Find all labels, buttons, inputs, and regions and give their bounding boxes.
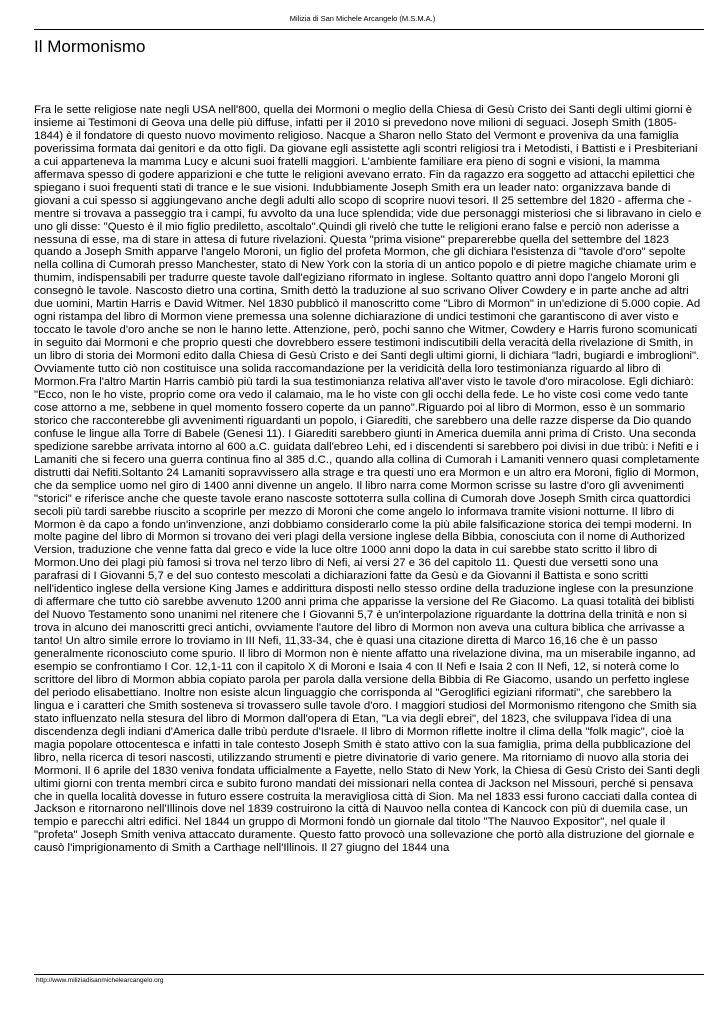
page-title: Il Mormonismo <box>34 37 146 56</box>
page-header: Milizia di San Michele Arcangelo (M.S.M.A.) <box>289 14 436 23</box>
body-text: Fra le sette religiose nate negli USA nell'800, quella dei Mormoni o meglio della Chiesa di Gesù Cristo dei Santi degli ultimi giorni è insieme ai Testimoni di Geova una delle più diffuse, infatti per il 2010 si prevedono nove milioni di seguaci. Joseph Smith (1805-1844) è il fondatore di questo nuovo movimento religioso. Nacque a Sharon nello Stato del Vermont e proveniva da una famiglia poverissima formata dai genitori e da otto figli. Da giovane egli assistette agli scontri religiosi tra i Metodisti, i Battisti e i Presbiteriani a cui apparteneva la mamma Lucy e alcuni suoi fratelli maggiori. L'ambiente familiare era pieno di sogni e visioni, la mamma affermava spesso di godere apparizioni e che tutte le religioni avevano errato. Fin da ragazzo era soggetto ad attacchi epilettici che spiegano i suoi frequenti stati di trance e le sue visioni. Indubbiamente Joseph Smith era un leader nato: organizzava bande di giovani a cui spesso si aggiungevano anche degli adulti allo scopo di scoprire nuovi tesori. Il 25 settembre del 1820 - afferma che - mentre si trovava a passeggio tra i campi, fu avvolto da una luce splendida; vide due personaggi misteriosi che si libravano in cielo e uno gli disse: "Questo è il mio figlio prediletto, ascoltalo".Quindi gli rivelò che tutte le religioni erano false e perciò non aderisse a nessuna di esse, ma di stare in attesa di future rivelazioni. Questa "prima visione" preparerebbe quella del settembre del 1823 quando a Joseph Smith apparve l'angelo Moroni, un figlio del profeta Mormon, che gli dichiara l'esistenza di "tavole d'oro" sepolte nella collina di Cumorah presso Manchester, stato di New York con la storia di un antico popolo e di pietre magiche chiamate urim e thumim, indispensabili per tradurre queste tavole dall'egiziano riformato in inglese. Soltanto quattro anni dopo l'angelo Moroni gli consegnò le tavole. Nascosto dietro una cortina, Smith dettò la traduzione al suo scrivano Oliver Cowdery e in parte anche ad altri due uomini, Martin Harris e David Witmer. Nel 1830 pubblicò il manoscritto come "Libro di Mormon" in un'edizione di 5.000 copie. Ad ogni ristampa del libro di Mormon viene premessa una solenne dichiarazione di undici testimoni che garantiscono di aver visto e toccato le tavole d'oro anche se non le hanno lette. Attenzione, però, pochi sanno che Witmer, Cowdery e Harris furono scomunicati in seguito dai Mormoni e che proprio questi che dovrebbero essere testimoni indiscutibili della veracità della rivelazione di Smith, in un libro di storia dei Mormoni edito dalla Chiesa di Gesù Cristo e dei Santi degli ultimi giorni, li dichiara "ladri, bugiardi e imbroglioni". Ovviamente tutto ciò non costituisce una solida raccomandazione per la veridicità della loro testimonianza riguardo al libro di Mormon.Fra l'altro Martin Harris cambiò più tardi la sua testimonianza relativa all'aver visto le tavole d'oro miracolose. Egli dichiarò: "Ecco, non le ho viste, proprio come ora vedo il calamaio, ma le ho viste con gli occhi della fede. Le ho viste così come vedo tante cose attorno a me, sebbene in quel momento fossero coperte da un panno".Riguardo poi al libro di Mormon, esso è un sommario storico che racconterebbe gli avvenimenti riguardanti un popolo, i Giarediti, che sarebbero una delle razze disperse da Dio quando confuse le lingue alla Torre di Babele (Genesi 11). I Giarediti sarebbero giunti in America duemila anni prima di Cristo. Una seconda spedizione sarebbe arrivata intorno al 600 a.C. guidata dall'ebreo Lehi, ed i discendenti si sarebbero poi divisi in due tribù: i Nefiti e i Lamaniti che si fecero una guerra continua fino al 385 d.C., quando alla collina di Cumorah i Lamaniti vennero quasi completamente distrutti dai Nefiti.Soltanto 24 Lamaniti sopravvissero alla strage e tra questi uno era Mormon e un altro era Moroni, figlio di Mormon, che da semplice uomo nel giro di 1400 anni divenne un angelo. Il libro narra come Mormon scrisse su lastre d'oro gli avvenimenti "storici" e riferisce anche che queste tavole erano nascoste sottoterra sulla collina di Cumorah dove Joseph Smith circa quattordici secoli più tardi sarebbe riuscito a scoprirle per mezzo di Moroni che come angelo lo informava tramite visioni notturne. Il libro di Mormon è da capo a fondo un'invenzione, anzi dobbiamo considerarlo come la più abile falsificazione storica dei tempi moderni. In molte pagine del libro di Mormon si trovano dei veri plagi della versione inglese della Bibbia, conosciuta con il nome di Authorized Version, traduzione che venne fatta dal greco e vide la luce oltre 1000 anni dopo la data in cui sarebbe stato scritto il libro di Mormon.Uno dei plagi più famosi si trova nel terzo libro di Nefi, ai versi 27 e 36 del capitolo 11. Questi due versetti sono una parafrasi di I Giovanni 5,7 e del suo contesto mescolati a dichiarazioni fatte da Gesù e da Giovanni il Battista e sono scritti nell'identico inglese della versione King James e addirittura disposti nello stesso ordine della traduzione inglese con la presunzione di affermare che tutto ciò sarebbe avvenuto 1200 anni prima che apparisse la versione del Re Giacomo. La quasi totalità dei biblisti del Nuovo Testamento sono unanimi nel ritenere che I Giovanni 5,7 è un'interpolazione riguardante la dottrina della trinità e non si trova in alcuno dei manoscritti greci antichi, ovviamente l'autore del libro di Mormon non aveva una cultura biblica che arrivasse a tanto! Un altro simile errore lo troviamo in III Nefi, 11,33-34, che è quasi una citazione diretta di Marco 16,16 che è un passo generalmente riconosciuto come spurio. Il libro di Mormon non è niente affatto una rivelazione divina, ma un miserabile inganno, ad esempio se confrontiamo I Cor. 12,1-11 con il capitolo X di Moroni e Isaia 4 con II Nefi e Isaia 2 con II Nefi, 12, si noterà come lo scrittore del libro di Mormon abbia copiato parola per parola dalla versione della Bibbia di Re Giacomo, usando un perfetto inglese del periodo elisabettiano. Inoltre non esiste alcun linguaggio che corrisponda al "Geroglifici egiziani riformati", che sarebbero la lingua e i caratteri che Smith sosteneva si trovassero sulle tavole d'oro. I maggiori studiosi del Mormonismo ritengono che Smith sia stato influenzato nella stesura del libro di Mormon dall'opera di Etan, "La via degli ebrei", del 1823, che sviluppava l'idea di una discendenza degli indiani d'America dalle tribù perdute d'Israele. Il libro di Mormon riflette inoltre il clima della "folk magic", cioè la magia popolare ottocentesca e infatti in tale contesto Joseph Smith è stato attivo con la sua famiglia, prima della pubblicazione del libro, nella ricerca di tesori nascosti, utilizzando strumenti e pietre divinatorie di vario genere. Ma ritorniamo di nuovo alla storia dei Mormoni. Il 6 aprile del 1830 veniva fondata ufficialmente a Fayette, nello Stato di New York, la Chiesa di Gesù Cristo dei Santi degli ultimi giorni con trenta membri circa e subito furono mandati dei missionari nella contea di Jackson nel Missouri, perché si pensava che in quella località dovesse in futuro essere costruita la meravigliosa città di Sion. Ma nel 1833 essi furono cacciati dalla contea di Jackson e ritornarono nell'Illinois dove nel 1839 costruirono la città di Nauvoo nella contea di Kancock con più di duemila case, un tempio e parecchi altri edifici. Nel 1844 un gruppo di Mormoni fondò un giornale dal titolo "The Nauvoo Expositor", nel quale il "profeta" Joseph Smith veniva attaccato duramente. Questo fatto provocò una sollevazione che portò alla distruzione del giornale e causò l'imprigionamento di Smith a Carthage nell'Illinois. Il 27 giugno del 1844 una <box>34 104 702 855</box>
footer-url: http://www.miliziadisanmichelearcangelo.org <box>36 977 164 984</box>
footer-divider <box>34 974 704 975</box>
header-divider <box>34 29 704 30</box>
